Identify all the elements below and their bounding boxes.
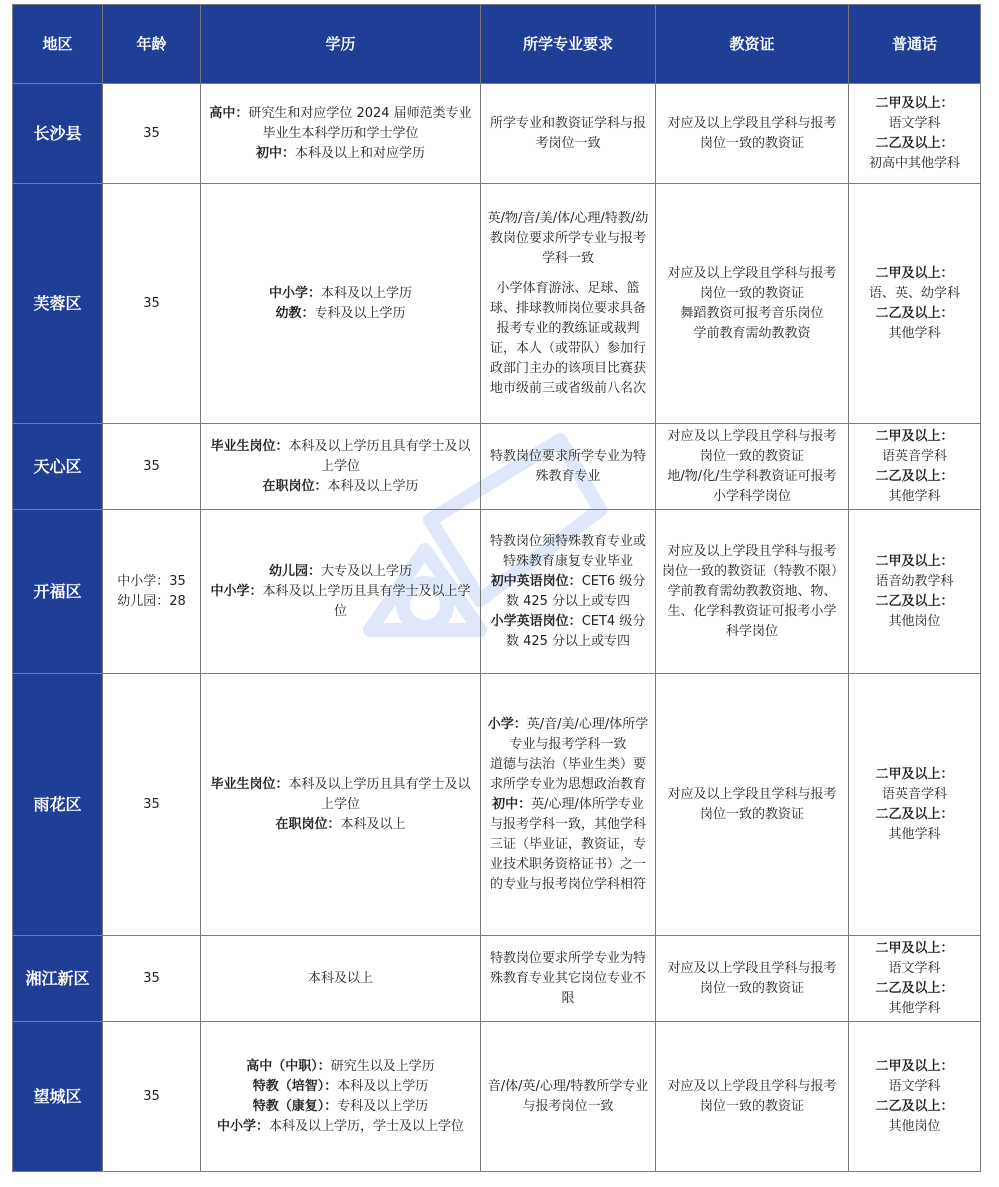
- region-cell: 开福区: [13, 510, 103, 674]
- mandarin-subject: 其他学科: [888, 325, 941, 341]
- mandarin-subject: 其他学科: [888, 488, 941, 504]
- header-age: 年龄: [103, 5, 201, 84]
- education-text: 本科及以上和对应学历: [295, 145, 426, 161]
- age-value: 35: [143, 1088, 160, 1104]
- age-value: 35: [143, 796, 160, 812]
- mandarin-level: 二乙及以上：: [875, 135, 954, 151]
- major-text: 英/物/音/美/体/心理/特教/幼教岗位要求所学专业与报考学科一致: [487, 210, 649, 266]
- cert-text: 学前教育需幼教教资: [693, 325, 811, 341]
- cert-cell: [656, 424, 849, 510]
- education-item: [207, 969, 474, 989]
- major-label: 初中英语岗位：: [490, 573, 582, 589]
- cert-text: 地/物/化/生学科教资证可报考小学科学岗位: [667, 468, 837, 504]
- mandarin-level: 二甲及以上：: [875, 940, 954, 956]
- major-item: [487, 1077, 649, 1117]
- education-item: [207, 582, 474, 622]
- mandarin-cell: [849, 510, 981, 674]
- cert-text: 对应及以上学段且学科与报考岗位一致的教资证: [667, 960, 837, 996]
- mandarin-level: 二甲及以上：: [875, 265, 954, 281]
- education-item: [207, 104, 474, 144]
- education-cell: [201, 510, 481, 674]
- major-cell: [481, 184, 656, 424]
- mandarin-level: 二乙及以上：: [875, 980, 954, 996]
- spacer: [487, 269, 649, 279]
- education-text: 本科及以上学历且具有学士及以上学位: [288, 438, 471, 474]
- age-value: 35: [143, 295, 160, 311]
- mandarin-cell: [849, 1022, 981, 1172]
- education-label: 中小学：: [210, 583, 263, 599]
- education-text: 本科及以上学历: [337, 1078, 429, 1094]
- major-text: 所学专业和教资证学科与报考岗位一致: [489, 115, 646, 151]
- education-item: [207, 437, 474, 477]
- age-cell: [103, 424, 201, 510]
- education-cell: [201, 1022, 481, 1172]
- cert-text: 对应及以上学段且学科与报考岗位一致的教资证: [667, 115, 837, 151]
- major-item: [487, 795, 649, 895]
- region-cell: 雨花区: [13, 674, 103, 936]
- age-cell: [103, 184, 201, 424]
- mandarin-subject: 语英音学科: [881, 448, 947, 464]
- major-item: [487, 114, 649, 154]
- cert-text: 对应及以上学段且学科与报考岗位一致的教资证: [667, 265, 837, 301]
- mandarin-level: 二甲及以上：: [875, 95, 954, 111]
- major-text: 道德与法治（毕业生类）要求所学专业为思想政治教育: [489, 756, 646, 792]
- major-cell: [481, 424, 656, 510]
- education-item: [207, 775, 474, 815]
- education-text: 本科及以上学历: [327, 478, 419, 494]
- header-major: 所学专业要求: [481, 5, 656, 84]
- major-cell: [481, 674, 656, 936]
- mandarin-subject: 其他岗位: [888, 613, 941, 629]
- education-label: 初中：: [255, 145, 295, 161]
- mandarin-level: 二甲及以上：: [875, 766, 954, 782]
- education-label: 高中：: [209, 105, 249, 121]
- major-item: [487, 612, 649, 652]
- major-label: 小学英语岗位：: [490, 613, 582, 629]
- mandarin-cell: [849, 424, 981, 510]
- major-item: [487, 715, 649, 755]
- education-cell: [201, 84, 481, 184]
- region-cell: 湘江新区: [13, 936, 103, 1022]
- major-text: 特教岗位要求所学专业为特殊教育专业: [489, 448, 646, 484]
- education-item: [207, 304, 474, 324]
- education-label: 中小学：: [216, 1118, 269, 1134]
- mandarin-cell: [849, 674, 981, 936]
- major-text: 英/心理/体所学专业与报考学科一致，其他学科三证（毕业证，教资证，专业技术职务资格证书）之一的专业与报考岗位学科相符: [489, 796, 646, 892]
- table-row: [13, 510, 981, 674]
- major-cell: [481, 936, 656, 1022]
- major-text: 小学体育游泳、足球、篮球、排球教师岗位要求具备报考专业的教练证或裁判证，本人（或带队）参加行政部门主办的该项目比赛获地市级前三或省级前八名次: [489, 280, 646, 396]
- mandarin-subject: 语、英、幼学科: [868, 285, 960, 301]
- table-row: [13, 184, 981, 424]
- mandarin-cell: [849, 184, 981, 424]
- mandarin-subject: 语文学科: [888, 1078, 941, 1094]
- education-label: 在职岗位：: [262, 478, 328, 494]
- education-cell: [201, 674, 481, 936]
- mandarin-subject: 语文学科: [888, 115, 941, 131]
- cert-cell: [656, 84, 849, 184]
- mandarin-cell: [849, 84, 981, 184]
- major-cell: [481, 84, 656, 184]
- cert-cell: [656, 936, 849, 1022]
- header-mandarin: 普通话: [849, 5, 981, 84]
- age-value: 中小学：35: [117, 573, 186, 589]
- cert-text: 舞蹈教资可报考音乐岗位: [680, 305, 824, 321]
- education-text: 本科及以上: [340, 816, 406, 832]
- mandarin-level: 二乙及以上：: [875, 806, 954, 822]
- major-item: [487, 949, 649, 1009]
- region-cell: 望城区: [13, 1022, 103, 1172]
- mandarin-cell: [849, 936, 981, 1022]
- education-item: [207, 144, 474, 164]
- mandarin-subject: 语音幼教学科: [875, 573, 954, 589]
- mandarin-subject: 语英音学科: [881, 786, 947, 802]
- cert-cell: [656, 674, 849, 936]
- mandarin-level: 二乙及以上：: [875, 305, 954, 321]
- table-row: [13, 424, 981, 510]
- education-text: 专科及以上学历: [314, 305, 406, 321]
- major-item: [487, 572, 649, 612]
- education-item: [207, 1057, 474, 1077]
- major-label: 小学：: [487, 716, 527, 732]
- education-item: [207, 477, 474, 497]
- region-cell: 芙蓉区: [13, 184, 103, 424]
- education-text: 研究生和对应学位 2024 届师范类专业毕业生本科学历和学士学位: [248, 105, 472, 141]
- education-item: [207, 284, 474, 304]
- major-cell: [481, 1022, 656, 1172]
- cert-text: 对应及以上学段且学科与报考岗位一致的教资证: [667, 1078, 837, 1114]
- major-item: [487, 755, 649, 795]
- header-cert: 教资证: [656, 5, 849, 84]
- table-row: [13, 674, 981, 936]
- education-label: 毕业生岗位：: [210, 776, 289, 792]
- education-label: 幼儿园：: [268, 563, 321, 579]
- cert-text: 对应及以上学段且学科与报考岗位一致的教资证: [667, 428, 837, 464]
- education-text: 本科及以上学历: [321, 285, 413, 301]
- age-cell: [103, 84, 201, 184]
- age-cell: [103, 1022, 201, 1172]
- education-item: [207, 815, 474, 835]
- major-item: [487, 209, 649, 269]
- mandarin-subject: 其他学科: [888, 826, 941, 842]
- region-cell: 长沙县: [13, 84, 103, 184]
- requirements-table: [12, 4, 981, 1172]
- education-text: 本科及以上学历且具有学士及以上学位: [262, 583, 471, 619]
- table-row: [13, 936, 981, 1022]
- major-cell: [481, 510, 656, 674]
- age-cell: [103, 674, 201, 936]
- education-item: [207, 1077, 474, 1097]
- mandarin-subject: 其他学科: [888, 1000, 941, 1016]
- education-text: 本科及以上: [307, 970, 373, 986]
- education-cell: [201, 424, 481, 510]
- mandarin-subject: 语文学科: [888, 960, 941, 976]
- age-cell: [103, 936, 201, 1022]
- major-text: 特教岗位须特殊教育专业或特殊教育康复专业毕业: [489, 533, 646, 569]
- mandarin-level: 二乙及以上：: [875, 1098, 954, 1114]
- header-region: 地区: [13, 5, 103, 84]
- age-value: 35: [143, 458, 160, 474]
- education-label: 幼教：: [275, 305, 315, 321]
- age-value: 35: [143, 125, 160, 141]
- education-text: 大专及以上学历: [321, 563, 413, 579]
- education-label: 在职岗位：: [275, 816, 341, 832]
- education-label: 毕业生岗位：: [210, 438, 289, 454]
- mandarin-level: 二甲及以上：: [875, 428, 954, 444]
- cert-cell: [656, 1022, 849, 1172]
- mandarin-subject: 其他岗位: [888, 1118, 941, 1134]
- education-text: 本科及以上学历且具有学士及以上学位: [288, 776, 471, 812]
- cert-cell: [656, 184, 849, 424]
- education-label: 中小学：: [268, 285, 321, 301]
- major-item: [487, 532, 649, 572]
- region-cell: 天心区: [13, 424, 103, 510]
- mandarin-level: 二乙及以上：: [875, 593, 954, 609]
- cert-cell: [656, 510, 849, 674]
- education-item: [207, 1117, 474, 1137]
- education-label: 特教（康复）：: [252, 1098, 338, 1114]
- education-text: 研究生以及上学历: [330, 1058, 435, 1074]
- major-item: [487, 447, 649, 487]
- age-value: 35: [143, 970, 160, 986]
- major-text: CET6 级分数 425 分以上或专四: [505, 573, 646, 609]
- mandarin-level: 二乙及以上：: [875, 468, 954, 484]
- age-cell: [103, 510, 201, 674]
- major-text: 音/体/英/心理/特教所学专业与报考岗位一致: [487, 1078, 649, 1114]
- cert-text: 对应及以上学段且学科与报考岗位一致的教资证: [667, 786, 837, 822]
- cert-text: 学前教育需幼教教资地、物、生、化学科教资证可报考小学科学岗位: [667, 583, 837, 639]
- major-item: [487, 279, 649, 399]
- header-row: [13, 5, 981, 84]
- header-education: 学历: [201, 5, 481, 84]
- mandarin-level: 二甲及以上：: [875, 1058, 954, 1074]
- major-text: CET4 级分数 425 分以上或专四: [505, 613, 646, 649]
- education-cell: [201, 936, 481, 1022]
- education-cell: [201, 184, 481, 424]
- major-text: 英/音/美/心理/体所学专业与报考学科一致: [509, 716, 649, 752]
- education-text: 专科及以上学历: [337, 1098, 429, 1114]
- cert-text: 对应及以上学段且学科与报考岗位一致的教资证（特教不限）: [662, 543, 845, 579]
- education-item: [207, 1097, 474, 1117]
- education-item: [207, 562, 474, 582]
- education-text: 本科及以上学历，学士及以上学位: [269, 1118, 465, 1134]
- major-text: 特教岗位要求所学专业为特殊教育专业其它岗位专业不限: [489, 950, 646, 1006]
- table-row: [13, 84, 981, 184]
- education-label: 高中（中职）：: [246, 1058, 331, 1074]
- education-label: 特教（培智）：: [252, 1078, 338, 1094]
- age-value: 幼儿园：28: [117, 593, 186, 609]
- table-row: [13, 1022, 981, 1172]
- mandarin-subject: 初高中其他学科: [868, 155, 960, 171]
- major-label: 初中：: [492, 796, 532, 812]
- mandarin-level: 二甲及以上：: [875, 553, 954, 569]
